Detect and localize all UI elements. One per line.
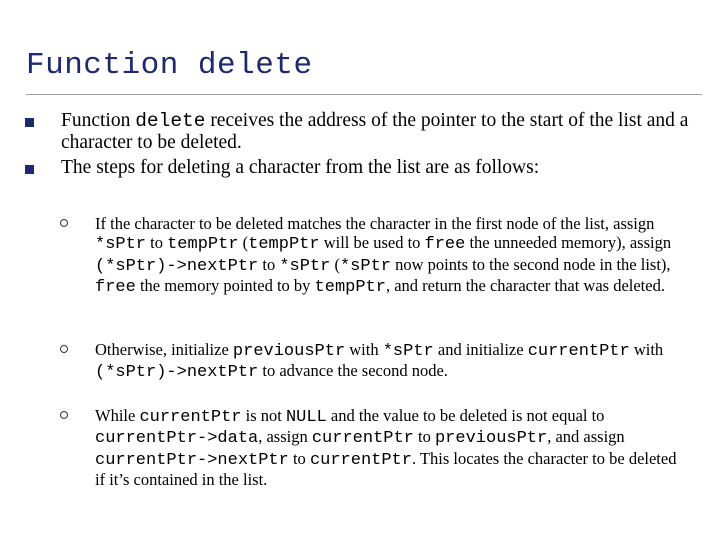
code: currentPtr->nextPtr bbox=[95, 450, 289, 470]
text: Otherwise, initialize bbox=[95, 340, 233, 359]
bullet-list bbox=[24, 110, 694, 182]
bullet-text-1a: Function bbox=[61, 110, 136, 131]
text: , assign bbox=[258, 427, 312, 447]
square-bullet-icon bbox=[25, 165, 34, 174]
code: free bbox=[424, 235, 466, 255]
bullet-item bbox=[24, 157, 694, 178]
text: If the character to be deleted matches the character in the first node of the list, assign bbox=[95, 214, 655, 233]
code: tempPtr bbox=[248, 235, 320, 255]
code: (*sPtr)->nextPtr bbox=[95, 363, 259, 383]
text: and initialize bbox=[433, 340, 528, 359]
code: *sPtr bbox=[279, 256, 331, 276]
text: will be used to bbox=[319, 233, 425, 253]
text: the unneeded memory), assign bbox=[465, 233, 672, 253]
circle-bullet-icon bbox=[60, 219, 68, 227]
text: to bbox=[413, 427, 435, 447]
circle-bullet-icon bbox=[60, 345, 68, 353]
sub-bullet-text bbox=[60, 406, 688, 490]
text: with bbox=[629, 340, 664, 359]
title-divider bbox=[26, 94, 702, 95]
code-delete: delete bbox=[135, 110, 206, 132]
text: to bbox=[258, 254, 280, 274]
code: currentPtr bbox=[311, 429, 414, 449]
bullet-text-2: The steps for deleting a character from the list are as follows: bbox=[61, 157, 540, 178]
text: ( bbox=[238, 233, 249, 253]
text: While bbox=[95, 406, 140, 425]
sub-list-item bbox=[60, 340, 688, 383]
code: previousPtr bbox=[232, 342, 346, 361]
code: currentPtr bbox=[309, 450, 412, 470]
code: currentPtr bbox=[139, 408, 242, 427]
page-title: Function delete bbox=[26, 48, 313, 83]
text: , and return the character that was deleted. bbox=[385, 276, 665, 296]
sub-list-item bbox=[60, 406, 688, 490]
code: (*sPtr)->nextPtr bbox=[95, 256, 259, 276]
text: . This locates the character to be deleted if it’s contained in the list. bbox=[95, 448, 677, 490]
sub-bullet-text bbox=[60, 214, 688, 298]
code: previousPtr bbox=[434, 429, 548, 449]
code: currentPtr->data bbox=[95, 429, 259, 449]
sub-list-item bbox=[60, 214, 688, 298]
code: *sPtr bbox=[382, 342, 434, 361]
text: , and assign bbox=[547, 427, 625, 447]
sub-bullet-text bbox=[60, 340, 688, 383]
code: *sPtr bbox=[95, 235, 147, 255]
text: the memory pointed to by bbox=[135, 276, 315, 296]
code: *sPtr bbox=[339, 256, 391, 276]
text: is not bbox=[241, 406, 286, 425]
text: with bbox=[345, 340, 383, 359]
code: tempPtr bbox=[167, 235, 239, 255]
code: free bbox=[95, 278, 136, 298]
bullet-item bbox=[24, 110, 694, 153]
text: ( bbox=[330, 254, 340, 274]
text: now points to the second node in the list), bbox=[390, 254, 671, 274]
code: NULL bbox=[285, 408, 327, 427]
circle-bullet-icon bbox=[60, 411, 68, 419]
text: and the value to be deleted is not equal to bbox=[326, 406, 605, 425]
bullet-text-1b: receives the address of the pointer to the start of the list and a character to be deleted. bbox=[61, 110, 689, 153]
code: tempPtr bbox=[314, 278, 386, 298]
text: to bbox=[146, 233, 168, 253]
text: to advance the second node. bbox=[258, 361, 448, 381]
square-bullet-icon bbox=[25, 118, 34, 127]
code: currentPtr bbox=[527, 342, 630, 361]
text: to bbox=[288, 448, 310, 468]
